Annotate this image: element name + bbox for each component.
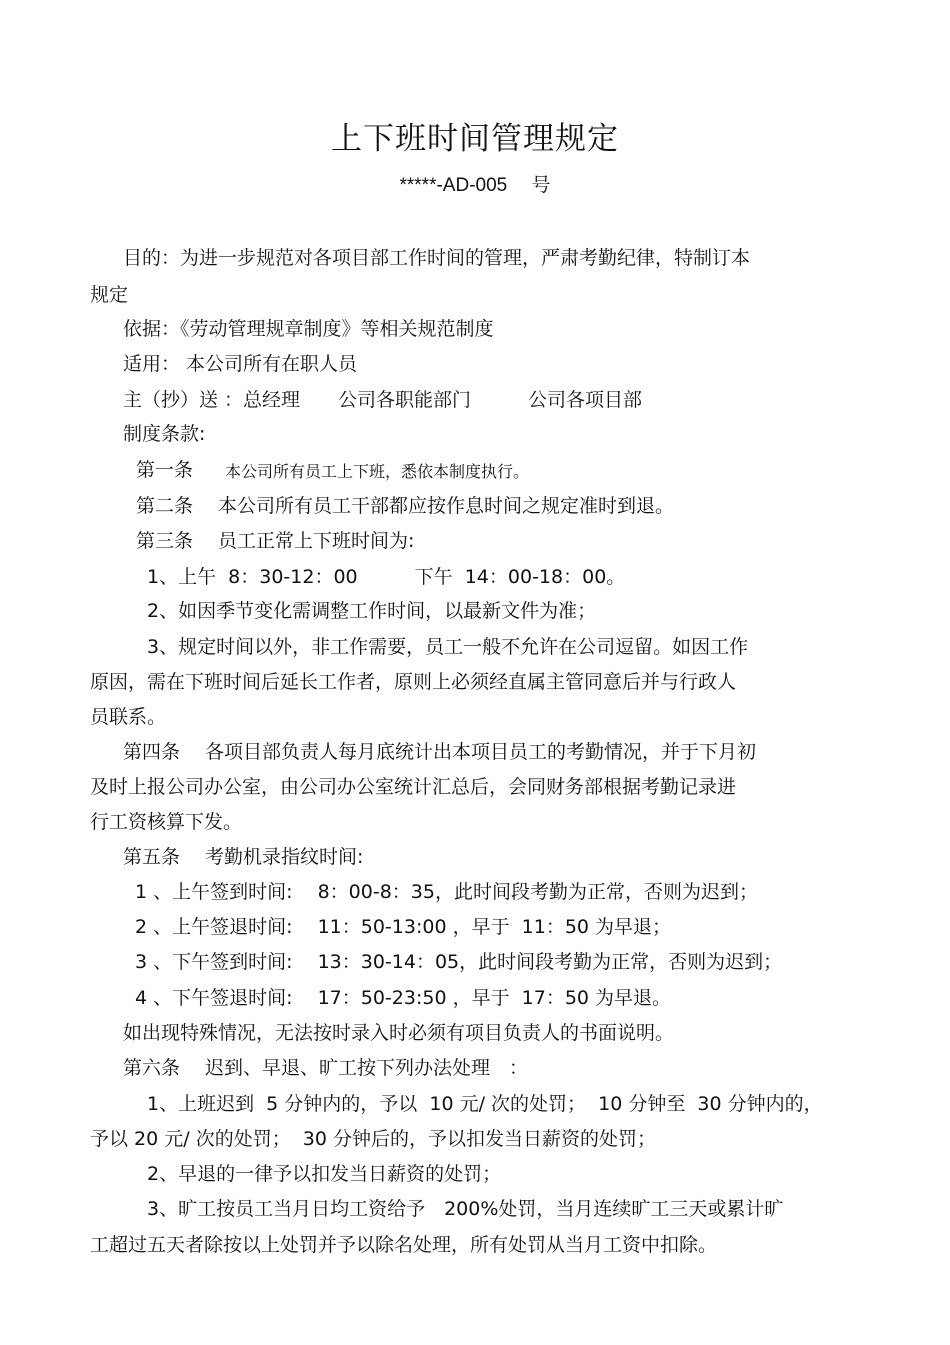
article-1-label: 第一条: [136, 459, 194, 481]
article-4-line-3: 行工资核算下发。: [90, 811, 243, 833]
article-6: 第六条 迟到、早退、旷工按下列办法处理 ：: [123, 1057, 529, 1079]
article-5-item-1: 1 、上午签到时间: 8：00-8：35，此时间段考勤为正常，否则为迟到；: [135, 881, 758, 903]
article-3-item-3-line-1: 3、规定时间以外，非工作需要，员工一般不允许在公司逗留。如因工作: [147, 636, 749, 658]
purpose-line-2: 规定: [90, 284, 129, 306]
purpose-line-1: 目的：为进一步规范对各项目部工作时间的管理，严肃考勤纪律，特制订本: [123, 247, 751, 269]
article-5: 第五条 考勤机录指纹时间:: [123, 846, 364, 868]
article-6-item-3-line-1: 3、旷工按员工当月日均工资给予 200%处罚，当月连续旷工三天或累计旷: [147, 1198, 784, 1220]
scope-line: 适用： 本公司所有在职人员: [123, 353, 358, 375]
article-5-item-4: 4 、下午签退时间: 17：50-23:50 ，早于 17：50 为早退。: [135, 987, 672, 1009]
article-3-item-2: 2、如因季节变化需调整工作时间，以最新文件为准；: [147, 600, 597, 622]
article-6-item-3-line-2: 工超过五天者除按以上处罚并予以除名处理，所有处罚从当月工资中扣除。: [90, 1234, 718, 1256]
article-6-item-1-line-1: 1、上班迟到 5 分钟内的，予以 10 元/ 次的处罚； 10 分钟至 30 分钟内的，: [147, 1093, 823, 1115]
basis-line: 依据：《劳动管理规章制度》等相关规范制度: [123, 318, 494, 340]
article-5-item-3: 3 、下午签到时间: 13：30-14：05，此时间段考勤为正常，否则为迟到；: [135, 951, 783, 973]
article-5-note: 如出现特殊情况，无法按时录入时必须有项目负责人的书面说明。: [123, 1022, 675, 1044]
clauses-heading: 制度条款:: [123, 423, 206, 445]
document-number: *****-AD-005 号: [399, 175, 551, 196]
article-3-item-3-line-2: 原因，需在下班时间后延长工作者，原则上必须经直属主管同意后并与行政人: [90, 671, 737, 693]
article-3: 第三条 员工正常上下班时间为:: [136, 530, 415, 552]
document-title: 上下班时间管理规定: [331, 121, 619, 157]
article-4-line-2: 及时上报公司办公室，由公司办公室统计汇总后，会同财务部根据考勤记录进: [90, 776, 737, 798]
article-6-item-2: 2、早退的一律予以扣发当日薪资的处罚；: [147, 1163, 502, 1185]
article-4-line-1: 第四条 各项目部负责人每月底统计出本项目员工的考勤情况，并于下月初: [123, 741, 757, 763]
distribution-line: 主（抄）送 ：总经理 公司各职能部门 公司各项目部: [123, 389, 643, 411]
article-6-item-1-line-2: 予以 20 元/ 次的处罚； 30 分钟后的，予以扣发当日薪资的处罚；: [90, 1128, 656, 1150]
article-5-item-2: 2 、上午签退时间: 11：50-13:00 ，早于 11：50 为早退；: [135, 916, 672, 938]
article-3-item-1: 1、上午 8：30-12：00 下午 14：00-18：00。: [147, 566, 626, 588]
article-2: 第二条 本公司所有员工干部都应按作息时间之规定准时到退。: [136, 495, 675, 517]
article-3-item-3-line-3: 员联系。: [90, 706, 167, 728]
article-1-text: 本公司所有员工上下班，悉依本制度执行。: [225, 462, 530, 481]
